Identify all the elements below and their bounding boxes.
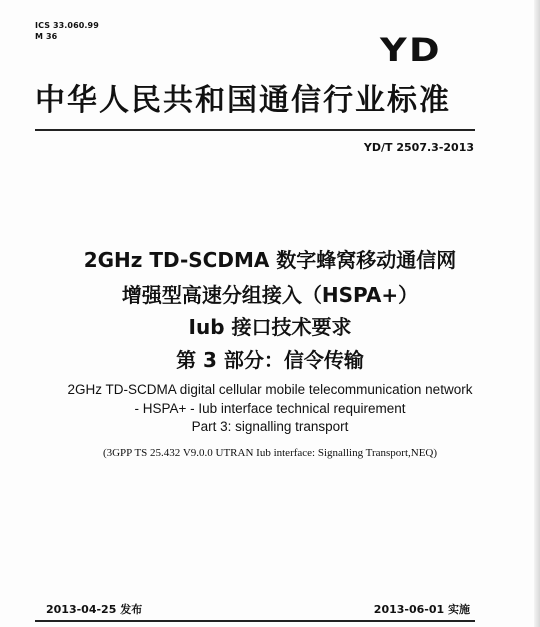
title-en-line-3: Part 3: signalling transport: [191, 419, 349, 434]
standard-number: YD/T 2507.3-2013: [363, 141, 474, 154]
ccs-code: M 36: [35, 32, 58, 41]
title-cn-line-1: 2GHz TD-SCDMA 数字蜂窝移动通信网: [83, 248, 457, 272]
top-divider: [35, 129, 475, 131]
ics-code: ICS 33.060.99: [35, 21, 99, 30]
yd-logo: YD: [380, 31, 442, 69]
reference-standard: (3GPP TS 25.432 V9.0.0 UTRAN Iub interface: Signalling Transport,NEQ): [102, 447, 438, 459]
title-cn-line-4: 第 3 部分：信令传输: [176, 348, 364, 372]
title-en-line-1: 2GHz TD-SCDMA digital cellular mobile telecommunication network: [67, 382, 473, 397]
implementation-date: 2013-06-01 实施: [373, 603, 470, 616]
title-en-line-2: - HSPA+ - Iub interface technical requirement: [134, 401, 406, 416]
organization-title: 中华人民共和国通信行业标准: [35, 83, 451, 118]
bottom-divider: [35, 620, 475, 622]
issue-date: 2013-04-25 发布: [46, 603, 143, 616]
title-cn-line-2: 增强型高速分组接入（HSPA+）: [121, 283, 419, 307]
classification-block: [35, 20, 99, 42]
title-cn-line-3: Iub 接口技术要求: [188, 315, 352, 339]
